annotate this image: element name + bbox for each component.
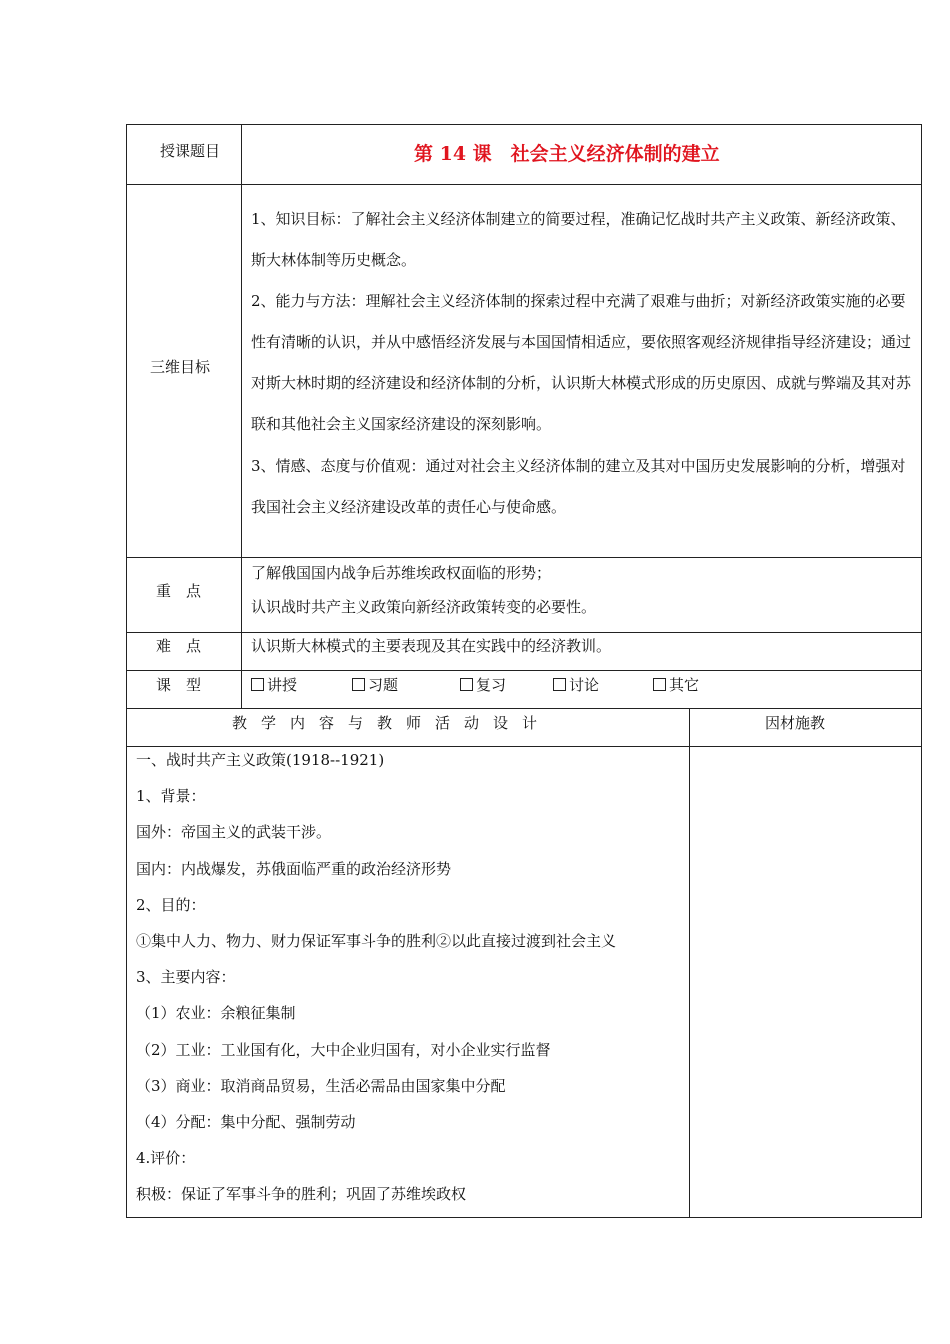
- objectives-label: 三维目标: [150, 358, 211, 376]
- row-divider: [126, 557, 922, 558]
- design-line: （3）商业：取消商品贸易，生活必需品由国家集中分配: [136, 1077, 506, 1095]
- table-border-top: [126, 124, 922, 125]
- side-column-divider: [689, 708, 690, 1218]
- checkbox-icon: [251, 678, 264, 691]
- design-line: 国外：帝国主义的武装干涉。: [136, 823, 332, 841]
- design-line: （4）分配：集中分配、强制劳动: [136, 1113, 356, 1131]
- checkbox-icon: [352, 678, 365, 691]
- checkbox-icon: [460, 678, 473, 691]
- label-column-divider: [241, 124, 242, 709]
- row-divider: [126, 708, 922, 709]
- design-line: ①集中人力、物力、财力保证军事斗争的胜利②以此直接过渡到社会主义: [136, 932, 617, 950]
- design-column-header: 教学内容与教师活动设计: [232, 714, 552, 732]
- lesson-type-option-lecture[interactable]: 讲授: [251, 675, 297, 695]
- differentiation-column-header: 因材施教: [765, 714, 826, 732]
- lesson-type-option-discussion[interactable]: 讨论: [553, 675, 599, 695]
- design-line: （2）工业：工业国有化，大中企业归国有，对小企业实行监督: [136, 1041, 551, 1059]
- objective-ability: 2、能力与方法：理解社会主义经济体制的探索过程中充满了艰难与曲折；对新经济政策实施的必要性有清晰的认识，并从中感悟经济发展与本国国情相适应，要依照客观经济规律指导经济建设；通过对斯大林时期的经济建设和经济体制的分析，认识斯大林模式形成的历史原因、成就与弊端及其对苏联和其他社会主义国家经济建设的深刻影响。: [251, 292, 912, 433]
- design-line: 国内：内战爆发，苏俄面临严重的政治经济形势: [136, 860, 452, 878]
- design-line: （1）农业：余粮征集制: [136, 1004, 296, 1022]
- objective-emotion: 3、情感、态度与价值观：通过对社会主义经济体制的建立及其对中国历史发展影响的分析，增强对我国社会主义经济建设改革的责任心与使命感。: [251, 457, 906, 516]
- design-line: 3、主要内容：: [136, 968, 236, 986]
- topic-label: 授课题目: [160, 142, 221, 160]
- table-border-bottom: [126, 1217, 922, 1218]
- design-line: 一、战时共产主义政策(1918--1921): [136, 751, 385, 769]
- row-divider: [126, 184, 922, 185]
- objective-knowledge: 1、知识目标：了解社会主义经济体制建立的简要过程，准确记忆战时共产主义政策、新经济政策、斯大林体制等历史概念。: [251, 210, 906, 269]
- row-divider: [126, 632, 922, 633]
- table-border-right: [921, 124, 922, 1218]
- checkbox-icon: [653, 678, 666, 691]
- design-line: 积极：保证了军事斗争的胜利；巩固了苏维埃政权: [136, 1185, 467, 1203]
- difficulty-label: 难 点: [156, 637, 202, 655]
- key-points-label: 重 点: [156, 582, 202, 600]
- row-divider: [126, 670, 922, 671]
- table-border-left: [126, 124, 127, 1218]
- lesson-type-option-review[interactable]: 复习: [460, 675, 506, 695]
- lesson-type-option-exercise[interactable]: 习题: [352, 675, 398, 695]
- row-divider: [126, 746, 922, 747]
- lesson-title: 第 14 课 社会主义经济体制的建立: [414, 143, 720, 165]
- key-point-2: 认识战时共产主义政策向新经济政策转变的必要性。: [251, 598, 597, 616]
- checkbox-icon: [553, 678, 566, 691]
- lesson-type-option-other[interactable]: 其它: [653, 675, 699, 695]
- design-line: 1、背景：: [136, 787, 206, 805]
- design-line: 2、目的：: [136, 896, 206, 914]
- key-point-1: 了解俄国国内战争后苏维埃政权面临的形势；: [251, 564, 552, 582]
- design-line: 4.评价：: [136, 1149, 196, 1167]
- difficulty-text: 认识斯大林模式的主要表现及其在实践中的经济教训。: [251, 637, 612, 655]
- lesson-type-label: 课 型: [156, 676, 202, 694]
